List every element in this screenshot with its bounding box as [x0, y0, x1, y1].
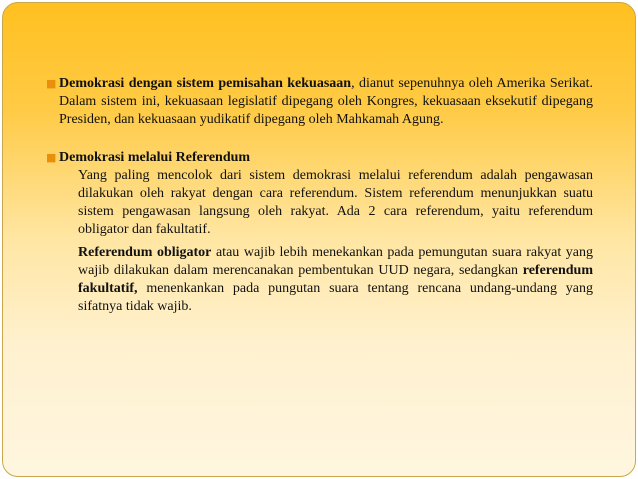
bullet-item-referendum	[46, 149, 593, 316]
bullet-icon: ■	[46, 77, 57, 90]
slide	[2, 2, 636, 477]
paragraph-text: menenkankan pada pungutan suara tentang rencana undang-undang yang sifatnya tidak wajib.	[78, 281, 593, 314]
paragraph-text: atau wajib lebih menekankan pada pemungutan suara rakyat yang wajib dilakukan dalam merencanakan pembentukan UUD negara, sedangkan	[78, 245, 593, 278]
bullet-heading: Demokrasi melalui Referendum	[59, 150, 251, 165]
term-referendum-obligator: Referendum obligator	[78, 245, 212, 260]
referendum-paragraph-2	[78, 244, 593, 316]
bullet-text: , dianut sepenuhnya oleh Amerika Serikat. Dalam sistem ini, kekuasaan legislatif dipegang oleh Kongres, kekuasaan eksekutif dipegang Presiden, dan kekuasaan yudikatif dipegang oleh Mahkamah Agung.	[59, 76, 593, 127]
bullet-paragraph	[59, 75, 593, 129]
referendum-paragraph-1: Yang paling mencolok dari sistem demokrasi melalui referendum adalah pengawasan dilakukan oleh rakyat dengan cara referendum. Sistem referendum menunjukkan suatu sistem pengawasan langsung oleh rakyat. Ada 2 cara referendum, yaitu referendum obligator dan fakultatif.	[78, 168, 593, 237]
bullet-heading: Demokrasi dengan sistem pemisahan kekuasaan	[59, 76, 352, 91]
referendum-body	[59, 167, 593, 316]
slide-content	[46, 75, 593, 336]
term-referendum-fakultatif: referendum fakultatif,	[78, 263, 593, 296]
bullet-icon: ■	[46, 151, 57, 164]
bullet-item-sistem-pemisahan	[46, 75, 593, 129]
